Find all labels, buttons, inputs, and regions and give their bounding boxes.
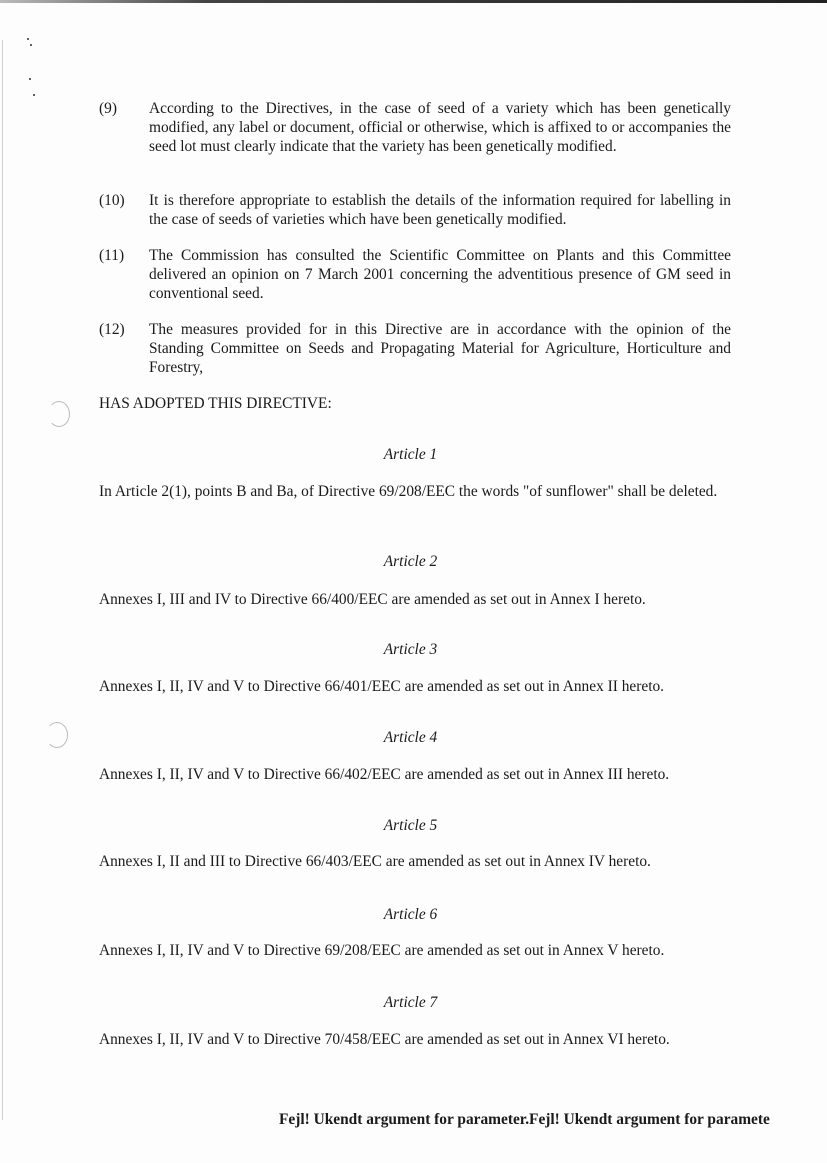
article-text: In Article 2(1), points B and Ba, of Directive 69/208/EEC the words "of sunflower" shall be deleted. (99, 483, 718, 500)
article-heading-text: Article 6 (383, 906, 438, 923)
article-heading (0, 906, 827, 924)
article-text: Annexes I, II, IV and V to Directive 69/208/EEC are amended as set out in Annex V hereto. (99, 942, 665, 959)
article-heading-text: Article 3 (383, 641, 438, 658)
article-heading (0, 446, 827, 464)
article-heading (0, 994, 827, 1012)
article-text: Annexes I, II, IV and V to Directive 70/458/EEC are amended as set out in Annex VI hereto. (99, 1031, 670, 1048)
adoption-statement: HAS ADOPTED THIS DIRECTIVE: (99, 395, 332, 412)
article-text: Annexes I, II, IV and V to Directive 66/401/EEC are amended as set out in Annex II hereto. (99, 678, 665, 695)
scan-speck (30, 44, 32, 46)
article-heading-text: Article 1 (383, 446, 438, 463)
article-text: Annexes I, II and III to Directive 66/403/EEC are amended as set out in Annex IV hereto. (99, 853, 651, 870)
recital-number: (9) (99, 100, 117, 117)
recital-text: It is therefore appropriate to establish the details of the information required for labelling in the case of seeds of varieties which have been genetically modified. (149, 192, 731, 228)
recital-number: (12) (99, 321, 125, 338)
top-scan-rule (0, 0, 827, 3)
article-heading (0, 817, 827, 835)
scan-speck (27, 38, 29, 40)
article-heading-text: Article 5 (383, 817, 438, 834)
article-text: Annexes I, III and IV to Directive 66/400/EEC are amended as set out in Annex I hereto. (99, 591, 646, 608)
article-heading (0, 729, 827, 747)
article-text: Annexes I, II, IV and V to Directive 66/402/EEC are amended as set out in Annex III hereto. (99, 766, 670, 783)
recital-text: The Commission has consulted the Scientific Committee on Plants and this Committee delivered an opinion on 7 March 2001 concerning the adventitious presence of GM seed in conventional seed. (149, 247, 731, 302)
article-heading (0, 553, 827, 571)
recital-number: (10) (99, 192, 125, 209)
article-heading-text: Article 2 (383, 553, 438, 570)
footer-field-error: Fejl! Ukendt argument for parameter.Fejl! Ukendt argument for paramete (279, 1111, 770, 1128)
scan-speck (29, 78, 31, 80)
article-heading-text: Article 4 (383, 729, 438, 746)
article-heading-text: Article 7 (383, 994, 438, 1011)
punch-hole-mark (48, 401, 70, 427)
article-heading (0, 641, 827, 659)
recital-text: According to the Directives, in the case of seed of a variety which has been genetically modified, any label or document, official or otherwise, which is affixed to or accompanies the seed lot must clearly indicate that the variety has been genetically modified. (149, 100, 731, 155)
left-scan-edge (2, 40, 3, 1120)
recital-number: (11) (99, 247, 125, 264)
scan-speck (33, 94, 35, 96)
recital-text: The measures provided for in this Directive are in accordance with the opinion of the Standing Committee on Seeds and Propagating Material for Agriculture, Horticulture and Forestry, (149, 321, 731, 376)
